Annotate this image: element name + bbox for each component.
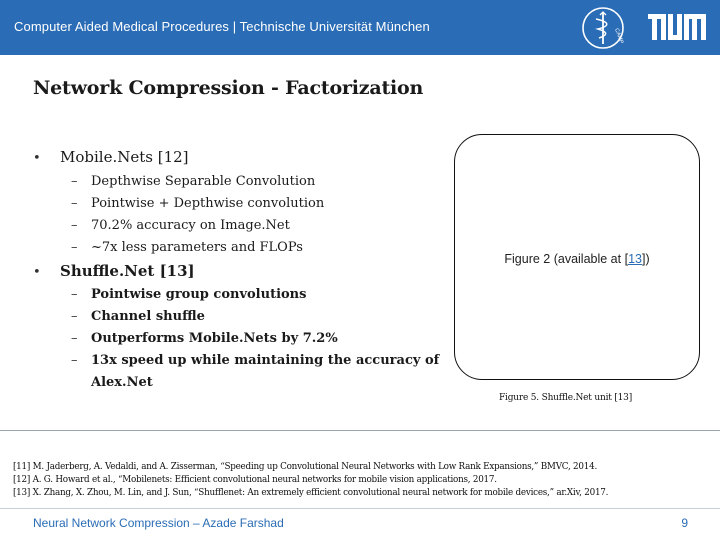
- reference-item: [13] X. Zhang, X. Zhou, M. Lin, and J. Sun, “Shufflenet: An extremely efficient convolutional neural network for mobile devices,” ar.Xiv, 2017.: [13, 488, 609, 498]
- figure-placeholder: [454, 134, 700, 380]
- reference-item: [11] M. Jaderberg, A. Vedaldi, and A. Zisserman, “Speeding up Convolutional Neural Networks with Low Rank Expansions,” BMVC, 2014.: [13, 462, 597, 472]
- sub-bullet-item: Channel shuffle: [91, 309, 205, 324]
- figure-caption: Figure 5. Shuffle.Net unit [13]: [499, 393, 633, 403]
- sub-bullet-item: 13x speed up while maintaining the accuracy of: [91, 353, 440, 368]
- sub-bullet-marker: –: [71, 353, 78, 368]
- footer-text: Neural Network Compression – Azade Farshad: [33, 516, 284, 530]
- tum-logo: [648, 14, 706, 40]
- footer-divider: [0, 508, 720, 509]
- svg-text:CAMP: CAMP: [613, 27, 625, 45]
- sub-bullet-item: Depthwise Separable Convolution: [91, 174, 316, 189]
- bullet-marker: •: [33, 151, 41, 166]
- camp-logo: [578, 5, 628, 51]
- figure-placeholder-text: Figure 2 (available at [13]): [504, 252, 650, 266]
- sub-bullet-marker: –: [71, 240, 78, 255]
- sub-bullet-item: 70.2% accuracy on Image.Net: [91, 218, 290, 233]
- bullet-marker: •: [33, 265, 41, 280]
- page-number: 9: [681, 516, 688, 530]
- header-title: Computer Aided Medical Procedures | Technische Universität München: [14, 19, 430, 34]
- bullet-shufflenet: Shuffle.Net [13]: [60, 262, 195, 280]
- sub-bullet-continuation: Alex.Net: [91, 375, 153, 390]
- sub-bullet-marker: –: [71, 287, 78, 302]
- sub-bullet-marker: –: [71, 331, 78, 346]
- reference-item: [12] A. G. Howard et al., “Mobilenets: Efficient convolutional neural networks for mobile vision applications, 2017.: [13, 475, 497, 485]
- bullet-mobilenets: Mobile.Nets [12]: [60, 148, 189, 166]
- references-divider: [0, 430, 720, 431]
- sub-bullet-item: Outperforms Mobile.Nets by 7.2%: [91, 331, 338, 346]
- sub-bullet-marker: –: [71, 218, 78, 233]
- sub-bullet-item: Pointwise group convolutions: [91, 287, 307, 302]
- sub-bullet-marker: –: [71, 174, 78, 189]
- sub-bullet-marker: –: [71, 196, 78, 211]
- sub-bullet-item: Pointwise + Depthwise convolution: [91, 196, 325, 211]
- sub-bullet-marker: –: [71, 309, 78, 324]
- reference-link[interactable]: 13: [628, 252, 642, 266]
- slide-title: Network Compression - Factorization: [33, 77, 424, 99]
- sub-bullet-item: ~7x less parameters and FLOPs: [91, 240, 303, 255]
- header-bar: [0, 0, 720, 55]
